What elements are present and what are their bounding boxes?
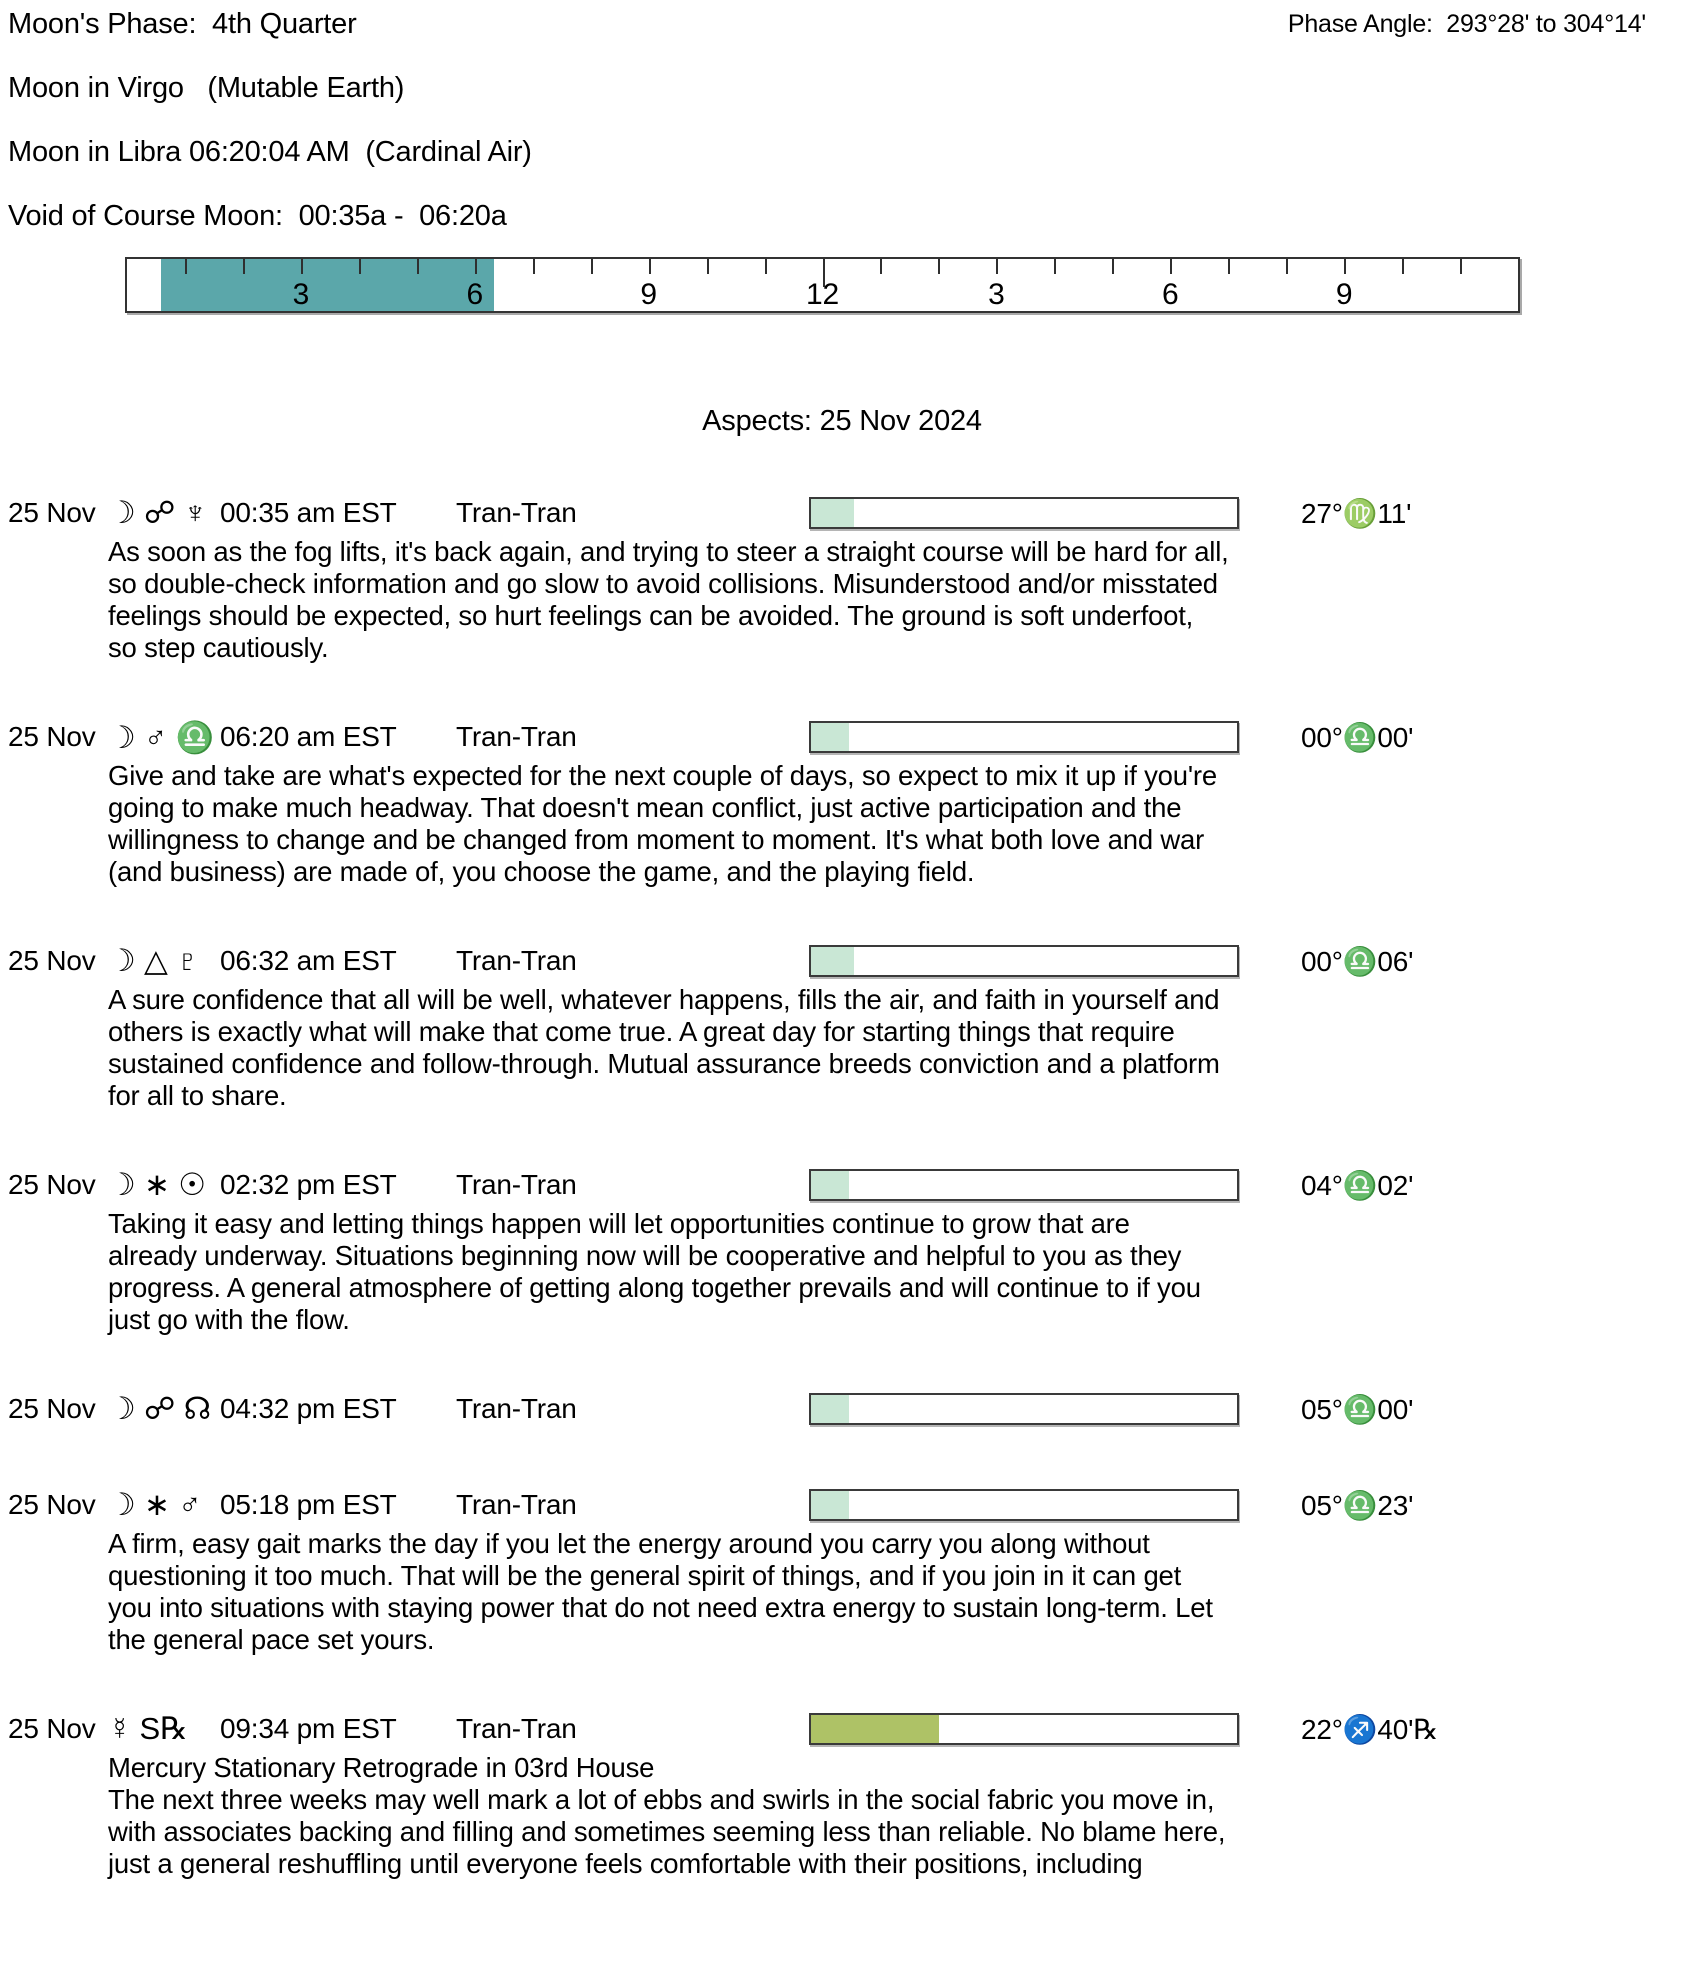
aspect-time: 09:34 pm EST	[220, 1713, 397, 1744]
aspect-time: 04:32 pm EST	[220, 1393, 397, 1424]
moon-in-libra-line: Moon in Libra 06:20:04 AM (Cardinal Air)	[8, 136, 532, 168]
void-of-course-timeline	[125, 257, 1520, 313]
aspect-position: 05°♎23'	[1301, 1489, 1414, 1521]
aspect-text-line: you into situations with staying power that do not need extra energy to sustain long-term. Let	[108, 1592, 1213, 1623]
hour-tick	[1402, 259, 1404, 274]
aspect-position: 27°♍11'	[1301, 497, 1412, 529]
aspect-text-line: so step cautiously.	[108, 632, 329, 663]
aspect-text-line: A firm, easy gait marks the day if you let the energy around you carry you along without	[108, 1528, 1150, 1559]
hour-label: 3	[292, 278, 310, 311]
hour-label: 6	[466, 278, 483, 311]
aspect-text-line: already underway. Situations beginning now will be cooperative and helpful to you as they	[108, 1240, 1182, 1271]
aspect-text-line: (and business) are made of, you choose the game, and the playing field.	[108, 856, 975, 887]
aspect-header	[8, 1386, 1676, 1432]
report-header-row	[8, 8, 1676, 72]
void-period-fill	[161, 259, 494, 311]
aspect-text-line: going to make much headway. That doesn't mean conflict, just active participation and the	[108, 792, 1182, 823]
hour-tick	[359, 259, 361, 274]
aspect-position: 04°♎02'	[1301, 1169, 1414, 1201]
aspect-time: 06:32 am EST	[220, 945, 397, 976]
hour-tick	[765, 259, 767, 274]
aspect-glyphs-moon-opposition-north-node: ☽ ☍ ☊	[108, 1391, 211, 1426]
hour-tick	[1170, 259, 1172, 274]
aspect-position: 22°♐40'℞	[1301, 1713, 1439, 1745]
aspect-type: Tran-Tran	[456, 1169, 577, 1200]
aspect-type: Tran-Tran	[456, 497, 577, 528]
hour-tick	[707, 259, 709, 274]
aspect-time: 05:18 pm EST	[220, 1489, 397, 1520]
aspect-glyphs-moon-opposition-neptune: ☽ ☍ ♆	[108, 495, 207, 530]
aspect-orb-bar-fill	[811, 1395, 849, 1423]
aspect-orb-bar	[809, 1489, 1239, 1521]
hour-tick	[301, 259, 303, 274]
aspect-type: Tran-Tran	[456, 721, 577, 752]
aspect-text-line: The next three weeks may well mark a lot of ebbs and swirls in the social fabric you move in,	[108, 1784, 1215, 1815]
aspect-text-line: Give and take are what's expected for the next couple of days, so expect to mix it up if you're	[108, 760, 1217, 791]
aspect-row	[8, 1386, 1676, 1432]
hour-label: 3	[988, 278, 1005, 311]
aspect-orb-bar-fill	[811, 723, 849, 751]
aspect-text-line: others is exactly what will make that come true. A great day for starting things that require	[108, 1016, 1175, 1047]
aspect-description	[108, 760, 1676, 888]
hour-label: 12	[806, 278, 839, 311]
aspect-description	[108, 984, 1676, 1112]
aspect-date: 25 Nov	[8, 1489, 96, 1520]
aspect-orb-bar	[809, 1169, 1239, 1201]
aspect-text-line: feelings should be expected, so hurt feelings can be avoided. The ground is soft underfoot,	[108, 600, 1194, 631]
hour-tick	[880, 259, 882, 274]
aspect-text-line: Taking it easy and letting things happen will let opportunities continue to grow that are	[108, 1208, 1130, 1239]
hour-tick	[591, 259, 593, 274]
aspect-description	[108, 1752, 1676, 1880]
aspect-row	[8, 938, 1676, 1112]
hour-tick	[243, 259, 245, 274]
aspect-text-line: the general pace set yours.	[108, 1624, 435, 1655]
aspect-description	[108, 1208, 1676, 1336]
aspect-orb-bar	[809, 1713, 1239, 1745]
aspect-row	[8, 1482, 1676, 1656]
aspect-header	[8, 1482, 1676, 1528]
aspect-type: Tran-Tran	[456, 1393, 577, 1424]
aspect-text-line: for all to share.	[108, 1080, 287, 1111]
aspect-time: 06:20 am EST	[220, 721, 397, 752]
aspect-text-line: progress. A general atmosphere of getting along together prevails and will continue to if you	[108, 1272, 1201, 1303]
aspect-date: 25 Nov	[8, 945, 96, 976]
aspect-header	[8, 714, 1676, 760]
aspect-time: 02:32 pm EST	[220, 1169, 397, 1200]
hour-tick	[938, 259, 940, 274]
aspect-type: Tran-Tran	[456, 1713, 577, 1744]
aspect-orb-bar	[809, 1393, 1239, 1425]
aspect-glyphs-moon-ingress-libra: ☽ ♂ ♎	[108, 719, 214, 755]
aspect-time: 00:35 am EST	[220, 497, 397, 528]
aspect-text-line: just go with the flow.	[108, 1304, 350, 1335]
phase-angle-label: Phase Angle: 293°28' to 304°14'	[1287, 10, 1646, 38]
hour-tick	[533, 259, 535, 274]
aspect-orb-bar	[809, 497, 1239, 529]
hour-tick	[1286, 259, 1288, 274]
aspect-orb-bar-fill	[811, 1171, 849, 1199]
aspect-glyphs-moon-trine-pluto: ☽ △ ♇	[108, 943, 200, 978]
hour-tick	[996, 259, 998, 274]
hour-tick	[1054, 259, 1056, 274]
aspect-date: 25 Nov	[8, 1713, 96, 1744]
aspect-orb-bar	[809, 945, 1239, 977]
aspect-header	[8, 1162, 1676, 1208]
aspect-description	[108, 536, 1676, 664]
aspect-text-line: sustained confidence and follow-through. Mutual assurance breeds conviction and a platform	[108, 1048, 1220, 1079]
hour-label: 6	[1162, 278, 1179, 311]
aspect-date: 25 Nov	[8, 721, 96, 752]
aspect-glyphs-moon-sextile-mars: ☽ ∗ ♂	[108, 1487, 202, 1522]
aspect-row	[8, 1706, 1676, 1880]
aspect-text-line: As soon as the fog lifts, it's back again, and trying to steer a straight course will be hard for all,	[108, 536, 1229, 567]
moon-in-virgo-line: Moon in Virgo (Mutable Earth)	[8, 72, 405, 104]
aspect-text-line: just a general reshuffling until everyone feels comfortable with their positions, including	[108, 1848, 1143, 1879]
aspect-text-line: questioning it too much. That will be the general spirit of things, and if you join in it can get	[108, 1560, 1182, 1591]
moon-phase-line: Moon's Phase: 4th Quarter	[8, 8, 357, 40]
hour-tick	[1460, 259, 1462, 274]
hour-tick	[475, 259, 477, 274]
hour-tick	[649, 259, 651, 274]
aspect-orb-bar-fill	[811, 947, 854, 975]
aspect-glyphs-moon-sextile-sun: ☽ ∗ ☉	[108, 1167, 206, 1202]
aspect-orb-bar	[809, 721, 1239, 753]
void-of-course-line: Void of Course Moon: 00:35a - 06:20a	[8, 200, 507, 232]
aspect-text-line: with associates backing and filling and sometimes seeming less than reliable. No blame here,	[108, 1816, 1226, 1847]
aspect-text-line: willingness to change and be changed from moment to moment. It's what both love and war	[108, 824, 1205, 855]
hour-tick	[1344, 259, 1346, 274]
aspect-type: Tran-Tran	[456, 1489, 577, 1520]
aspects-title: Aspects: 25 Nov 2024	[702, 405, 982, 437]
aspect-orb-bar-fill	[811, 1715, 939, 1743]
aspect-row	[8, 1162, 1676, 1336]
hour-tick	[417, 259, 419, 274]
aspect-position: 00°♎06'	[1301, 945, 1414, 977]
aspect-row	[8, 714, 1676, 888]
aspect-orb-bar-fill	[811, 1491, 849, 1519]
aspect-date: 25 Nov	[8, 1393, 96, 1424]
aspects-list	[8, 490, 1676, 1880]
aspect-text-line: so double-check information and go slow to avoid collisions. Misunderstood and/or misstated	[108, 568, 1218, 599]
aspect-header	[8, 490, 1676, 536]
aspect-orb-bar-fill	[811, 499, 854, 527]
aspect-type: Tran-Tran	[456, 945, 577, 976]
hour-tick	[185, 259, 187, 274]
aspect-position: 05°♎00'	[1301, 1393, 1414, 1425]
aspect-header	[8, 938, 1676, 984]
aspect-date: 25 Nov	[8, 497, 96, 528]
hour-tick	[1112, 259, 1114, 274]
hour-label: 9	[1335, 278, 1353, 311]
hour-tick	[1228, 259, 1230, 274]
aspect-description	[108, 1528, 1676, 1656]
aspect-position: 00°♎00'	[1301, 721, 1414, 753]
hour-label: 9	[640, 278, 657, 311]
aspect-row	[8, 490, 1676, 664]
aspect-header	[8, 1706, 1676, 1752]
aspect-subtitle: Mercury Stationary Retrograde in 03rd House	[108, 1752, 655, 1783]
aspect-date: 25 Nov	[8, 1169, 96, 1200]
aspect-text-line: A sure confidence that all will be well, whatever happens, fills the air, and faith in yourself and	[108, 984, 1220, 1015]
aspect-glyphs-mercury-stationary-retrograde: ☿ S℞	[108, 1711, 188, 1746]
